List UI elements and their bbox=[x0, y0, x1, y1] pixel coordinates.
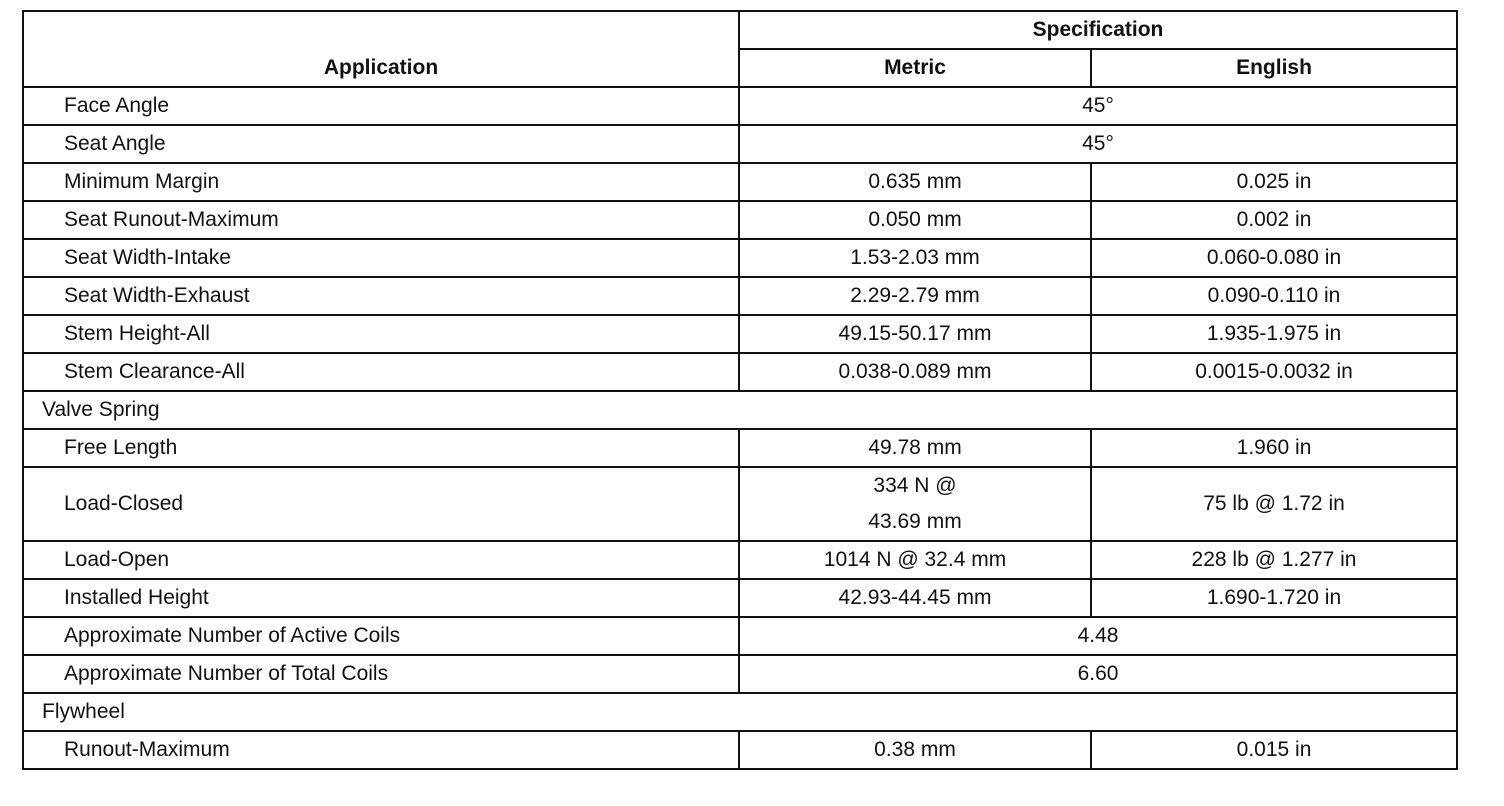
row-english: 0.090-0.110 in bbox=[1091, 277, 1457, 315]
row-english: 0.0015-0.0032 in bbox=[1091, 353, 1457, 391]
section-label: Valve Spring bbox=[23, 391, 1457, 429]
row-label: Runout-Maximum bbox=[23, 731, 739, 769]
row-metric: 0.38 mm bbox=[739, 731, 1091, 769]
table-row bbox=[23, 655, 1457, 693]
row-english: 1.690-1.720 in bbox=[1091, 579, 1457, 617]
row-english: 0.002 in bbox=[1091, 201, 1457, 239]
table-row bbox=[23, 315, 1457, 353]
row-label: Load-Open bbox=[23, 541, 739, 579]
row-label: Seat Width-Exhaust bbox=[23, 277, 739, 315]
table-row bbox=[23, 579, 1457, 617]
specification-table bbox=[22, 10, 1458, 770]
row-value: 6.60 bbox=[739, 655, 1457, 693]
row-english: 75 lb @ 1.72 in bbox=[1091, 467, 1457, 541]
row-metric: 0.038-0.089 mm bbox=[739, 353, 1091, 391]
row-label: Approximate Number of Total Coils bbox=[23, 655, 739, 693]
row-value: 45° bbox=[739, 125, 1457, 163]
row-english: 0.015 in bbox=[1091, 731, 1457, 769]
table-row bbox=[23, 541, 1457, 579]
header-english: English bbox=[1091, 49, 1457, 87]
row-label: Face Angle bbox=[23, 87, 739, 125]
row-value: 45° bbox=[739, 87, 1457, 125]
table-row bbox=[23, 617, 1457, 655]
table-row bbox=[23, 467, 1457, 541]
row-label: Seat Angle bbox=[23, 125, 739, 163]
row-metric: 1014 N @ 32.4 mm bbox=[739, 541, 1091, 579]
row-label: Seat Width-Intake bbox=[23, 239, 739, 277]
row-label: Installed Height bbox=[23, 579, 739, 617]
table-row bbox=[23, 353, 1457, 391]
row-metric: 49.15-50.17 mm bbox=[739, 315, 1091, 353]
row-metric: 42.93-44.45 mm bbox=[739, 579, 1091, 617]
row-metric: 49.78 mm bbox=[739, 429, 1091, 467]
row-metric-line1: 334 N @ bbox=[873, 474, 957, 497]
section-label: Flywheel bbox=[23, 693, 1457, 731]
row-label: Stem Clearance-All bbox=[23, 353, 739, 391]
table-row bbox=[23, 163, 1457, 201]
row-value: 4.48 bbox=[739, 617, 1457, 655]
row-metric: 0.635 mm bbox=[739, 163, 1091, 201]
row-metric: 0.050 mm bbox=[739, 201, 1091, 239]
row-label: Minimum Margin bbox=[23, 163, 739, 201]
section-row bbox=[23, 391, 1457, 429]
table-row bbox=[23, 239, 1457, 277]
header-specification: Specification bbox=[739, 11, 1457, 49]
row-metric-line2: 43.69 mm bbox=[868, 510, 962, 533]
row-label: Free Length bbox=[23, 429, 739, 467]
table-row bbox=[23, 429, 1457, 467]
row-english: 0.025 in bbox=[1091, 163, 1457, 201]
header-application: Application bbox=[23, 11, 739, 87]
table-row bbox=[23, 125, 1457, 163]
row-metric bbox=[739, 467, 1091, 541]
row-metric: 1.53-2.03 mm bbox=[739, 239, 1091, 277]
row-english: 228 lb @ 1.277 in bbox=[1091, 541, 1457, 579]
row-english: 1.935-1.975 in bbox=[1091, 315, 1457, 353]
table-row bbox=[23, 731, 1457, 769]
row-label: Approximate Number of Active Coils bbox=[23, 617, 739, 655]
row-label: Stem Height-All bbox=[23, 315, 739, 353]
row-label: Seat Runout-Maximum bbox=[23, 201, 739, 239]
row-english: 0.060-0.080 in bbox=[1091, 239, 1457, 277]
row-english: 1.960 in bbox=[1091, 429, 1457, 467]
table-row bbox=[23, 201, 1457, 239]
header-metric: Metric bbox=[739, 49, 1091, 87]
section-row bbox=[23, 693, 1457, 731]
row-label: Load-Closed bbox=[23, 467, 739, 541]
table-row bbox=[23, 87, 1457, 125]
table-row bbox=[23, 277, 1457, 315]
row-metric: 2.29-2.79 mm bbox=[739, 277, 1091, 315]
